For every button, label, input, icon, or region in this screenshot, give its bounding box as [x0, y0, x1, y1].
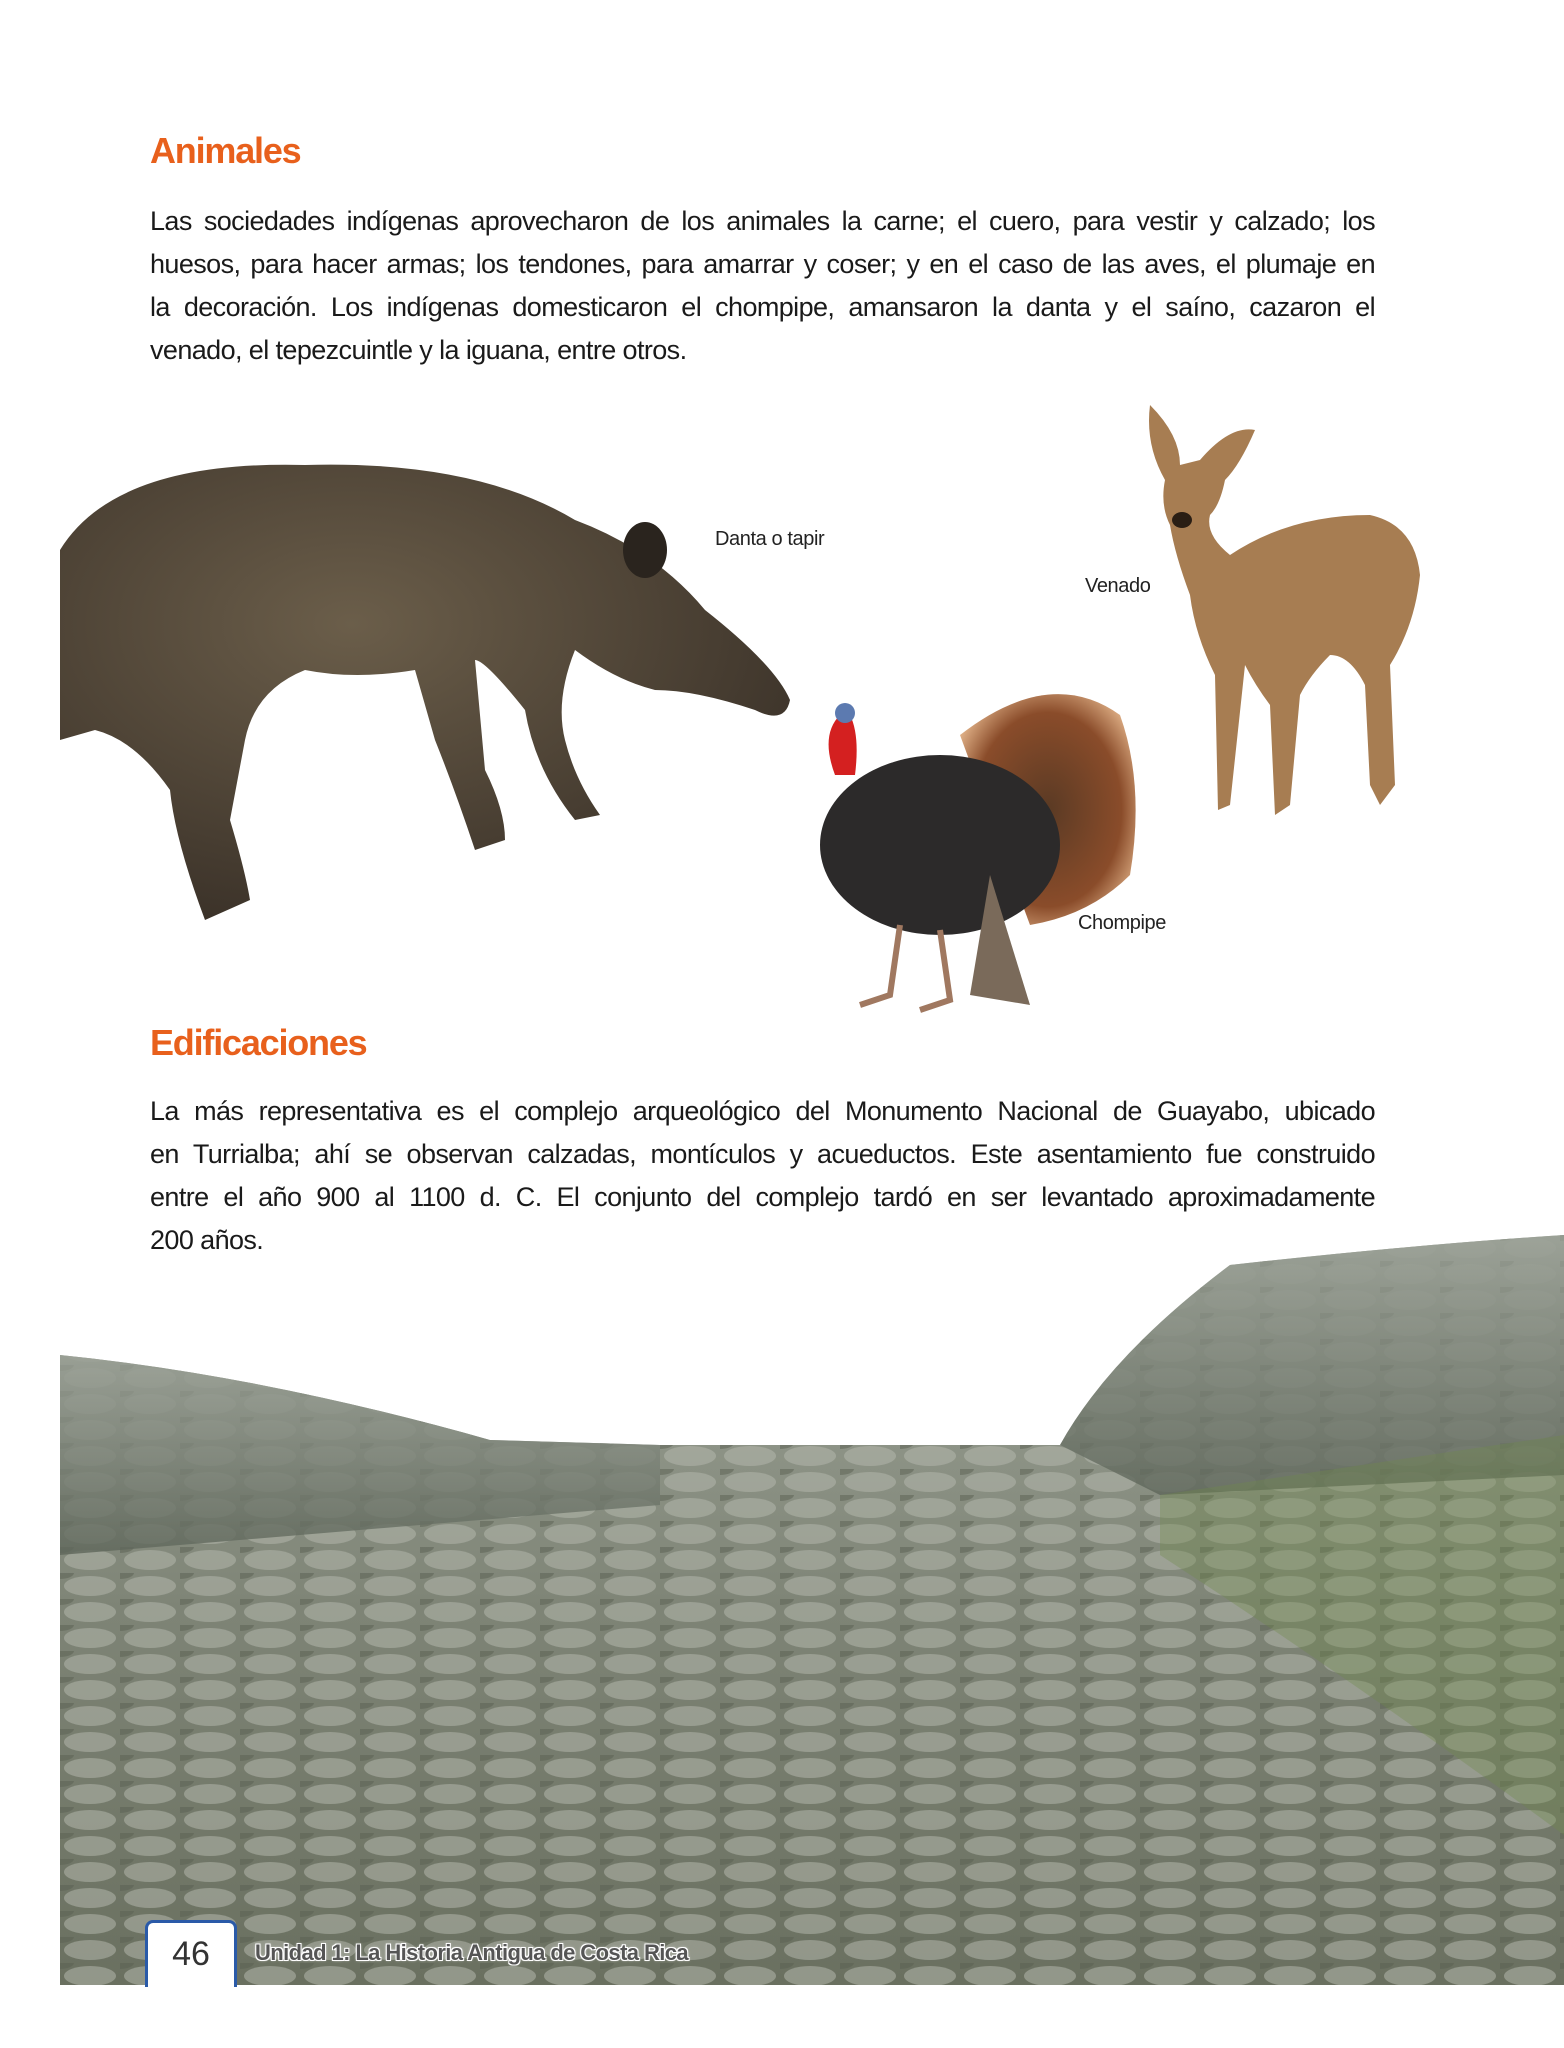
text-line: en Turrialba; ahí se observan calzadas, montículos y acueductos. Este asentamiento fue construido — [150, 1139, 1375, 1169]
caption-turkey: Chompipe — [1078, 912, 1166, 934]
text-line: La más representativa es el complejo arqueológico del Monumento Nacional de Guayabo, ubicado — [150, 1096, 1375, 1126]
caption-tapir: Danta o tapir — [715, 528, 825, 550]
heading-animales: Animales — [150, 130, 301, 171]
text-line: 200 años. — [150, 1225, 264, 1255]
heading-edificaciones: Edificaciones — [150, 1022, 367, 1063]
turkey-image — [790, 675, 1140, 1020]
paragraph-animales — [150, 200, 1375, 372]
text-line: la decoración. Los indígenas domesticaron el chompipe, amansaron la danta y el saíno, cazaron el — [150, 292, 1375, 322]
text-line: Las sociedades indígenas aprovecharon de los animales la carne; el cuero, para vestir y calzado; los — [150, 206, 1375, 236]
deer-image — [1140, 405, 1430, 820]
tapir-image — [55, 440, 805, 950]
text-line: venado, el tepezcuintle y la iguana, entre otros. — [150, 335, 687, 365]
caption-deer: Venado — [1085, 575, 1151, 597]
unit-title: Unidad 1: La Historia Antigua de Costa Rica — [255, 1940, 689, 1965]
text-line: huesos, para hacer armas; los tendones, para amarrar y coser; y en el caso de las aves, el plumaje en — [150, 249, 1375, 279]
page-number: 46 — [145, 1920, 237, 1987]
text-line: entre el año 900 al 1100 d. C. El conjunto del complejo tardó en ser levantado aproximadamente — [150, 1182, 1375, 1212]
guayabo-causeway-photo — [60, 1235, 1564, 1985]
